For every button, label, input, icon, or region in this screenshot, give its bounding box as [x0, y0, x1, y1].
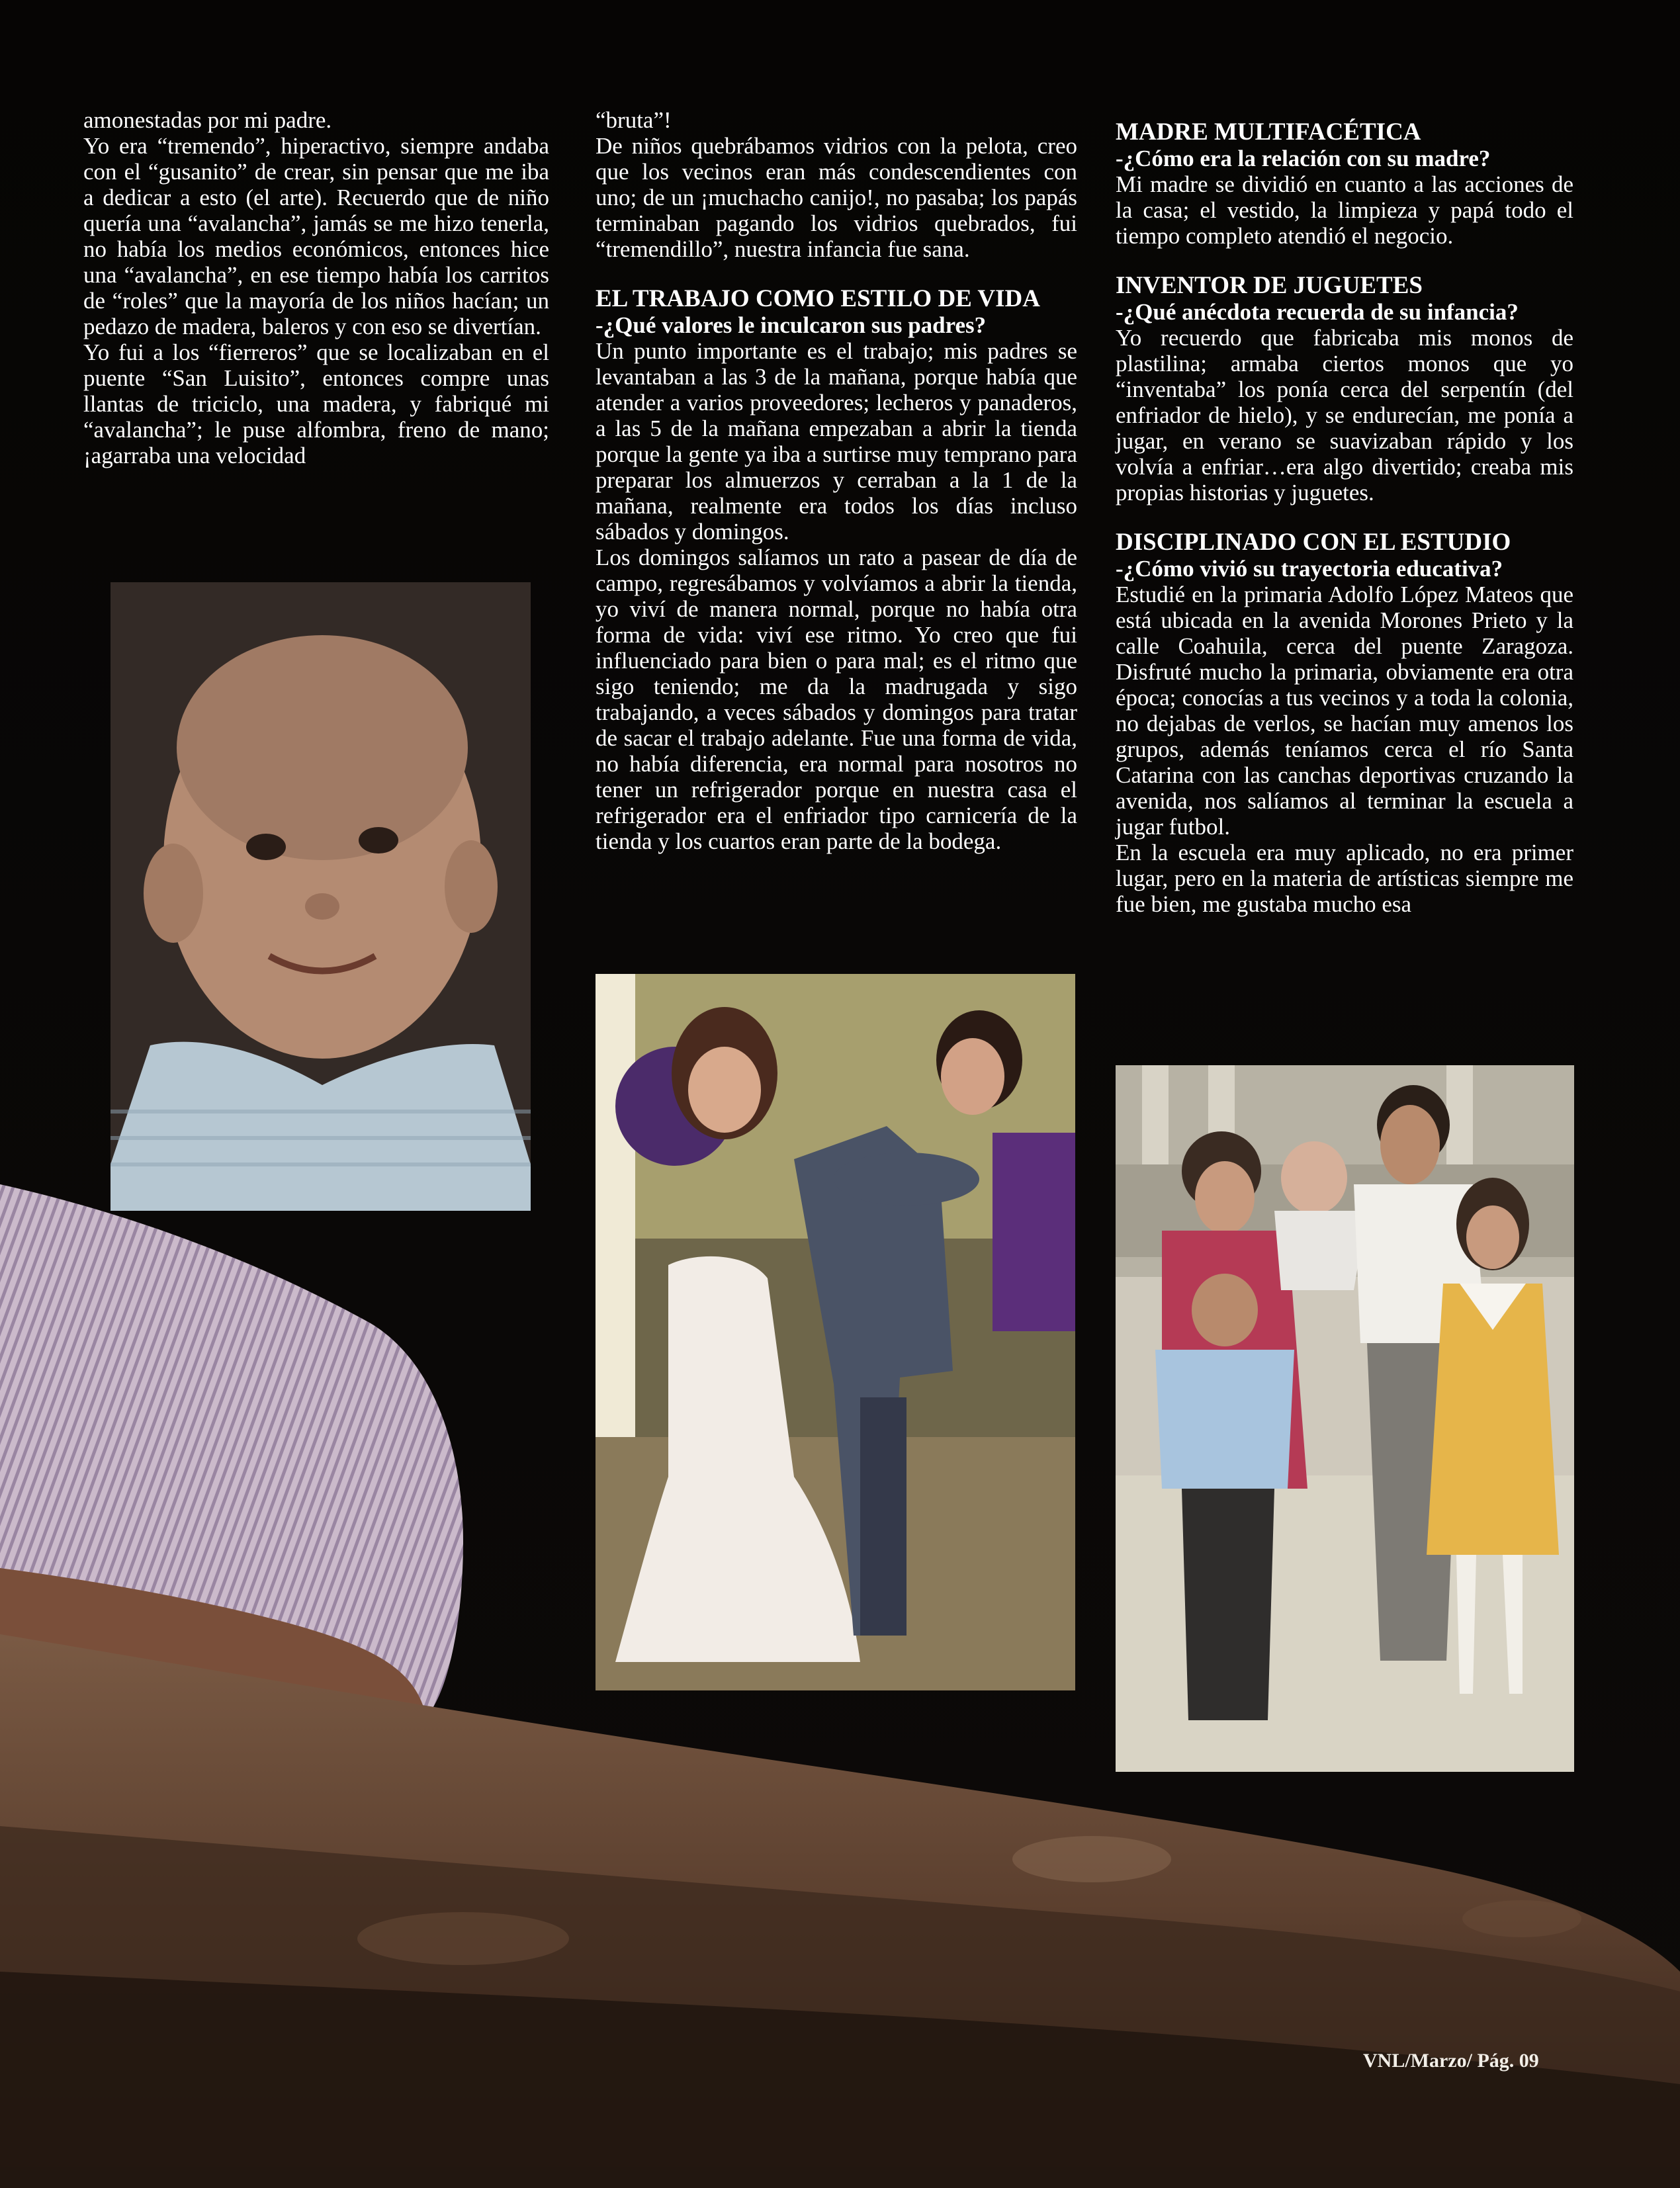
- children-dance-photo: [596, 974, 1075, 1690]
- paragraph: amonestadas por mi padre.: [83, 107, 332, 133]
- paragraph: En la escuela era muy aplicado, no era primer lugar, pero en la materia de artísticas siempre me fue bien, me gustaba mucho esa: [1116, 840, 1573, 917]
- paragraph: De niños quebrábamos vidrios con la pelota, creo que los vecinos eran más condescendientes con uno; de un ¡muchacho canijo!, no pasaba; los papás terminaban pagando los vidrios quebrados, fui “tremendillo”, nuestra infancia fue sana.: [596, 133, 1077, 262]
- baby-portrait-photo: [111, 582, 531, 1211]
- paragraph: Mi madre se dividió en cuanto a las acciones de la casa; el vestido, la limpieza y papá todo el tiempo completo atendió el negocio.: [1116, 171, 1573, 249]
- column-1: [83, 107, 549, 468]
- section-question: -¿Qué valores le inculcaron sus padres?: [596, 312, 987, 338]
- section-question: -¿Qué anécdota recuerda de su infancia?: [1116, 299, 1519, 325]
- section-question: -¿Cómo vivió su trayectoria educativa?: [1116, 556, 1503, 582]
- page-footer: VNL/Marzo/ Pág. 09: [1363, 2050, 1539, 2072]
- section-heading: EL TRABAJO COMO ESTILO DE VIDA: [596, 285, 1040, 312]
- paragraph: Los domingos salíamos un rato a pasear de día de campo, regresábamos y volvíamos a abrir la tienda, yo viví de manera normal, porque no había otra forma de vida: viví ese ritmo. Yo creo que fui influenciado para bien o para mal; es el ritmo que sigo teniendo; me da la madrugada y sigo trabajando, a veces sábados y domingos para tratar de sacar el trabajo adelante. Fue una forma de vida, no había diferencia, era normal para nosotros no tener un refrigerador porque en nuestra casa el refrigerador era el enfriador tipo carnicería de la tienda y los cuartos eran parte de la bodega.: [596, 545, 1077, 854]
- paragraph: Un punto importante es el trabajo; mis padres se levantaban a las 3 de la mañana, porque había que atender a varios proveedores; lecheros y panaderos, a las 5 de la mañana empezaban a abrir la tienda porque la gente ya iba a surtirse muy temprano para preparar los almuerzos y cerraban a la 1 de la mañana, realmente era todos los días incluso sábados y domingos.: [596, 338, 1077, 545]
- paragraph: Estudié en la primaria Adolfo López Mateos que está ubicada en la avenida Morones Prieto y la calle Coahuila, cerca del puente Zaragoza. Disfruté mucho la primaria, obviamente era otra época; conocías a tus vecinos y a toda la colonia, no dejabas de verlos, se hacían muy amenos los grupos, además teníamos cerca el río Santa Catarina con las canchas deportivas cruzando la avenida, nos salíamos al terminar la escuela a jugar futbol.: [1116, 582, 1573, 840]
- section-heading: INVENTOR DE JUGUETES: [1116, 272, 1423, 299]
- paragraph: Yo recuerdo que fabricaba mis monos de plastilina; armaba ciertos monos que yo “inventaba” los ponía cerca del serpentín (del enfriador de hielo), y se endurecían, me ponía a jugar, en verano se suavizaban rápido y los volvía a enfriar…era algo divertido; creaba mis propias historias y juguetes.: [1116, 325, 1573, 505]
- paragraph: “bruta”!: [596, 107, 672, 133]
- paragraph: Yo fui a los “fierreros” que se localizaban en el puente “San Luisito”, entonces compre unas llantas de triciclo, una madera, y fabriqué mi “avalancha”; le puse alfombra, freno de mano; ¡agarraba una velocidad: [83, 339, 549, 468]
- section-heading: DISCIPLINADO CON EL ESTUDIO: [1116, 529, 1511, 556]
- section-question: -¿Cómo era la relación con su madre?: [1116, 146, 1491, 171]
- paragraph: Yo era “tremendo”, hiperactivo, siempre andaba con el “gusanito” de crear, sin pensar que me iba a dedicar a esto (el arte). Recuerdo que de niño quería una “avalancha”, jamás se me hizo tenerla, no había los medios económicos, entonces hice una “avalancha”, en ese tiempo había los carritos de “roles” que la mayoría de los niños hacían; un pedazo de madera, baleros y con eso se divertían.: [83, 133, 549, 339]
- section-heading: MADRE MULTIFACÉTICA: [1116, 118, 1421, 146]
- column-3: [1116, 98, 1573, 917]
- column-2: [596, 107, 1077, 854]
- family-portrait-photo: [1116, 1065, 1574, 1772]
